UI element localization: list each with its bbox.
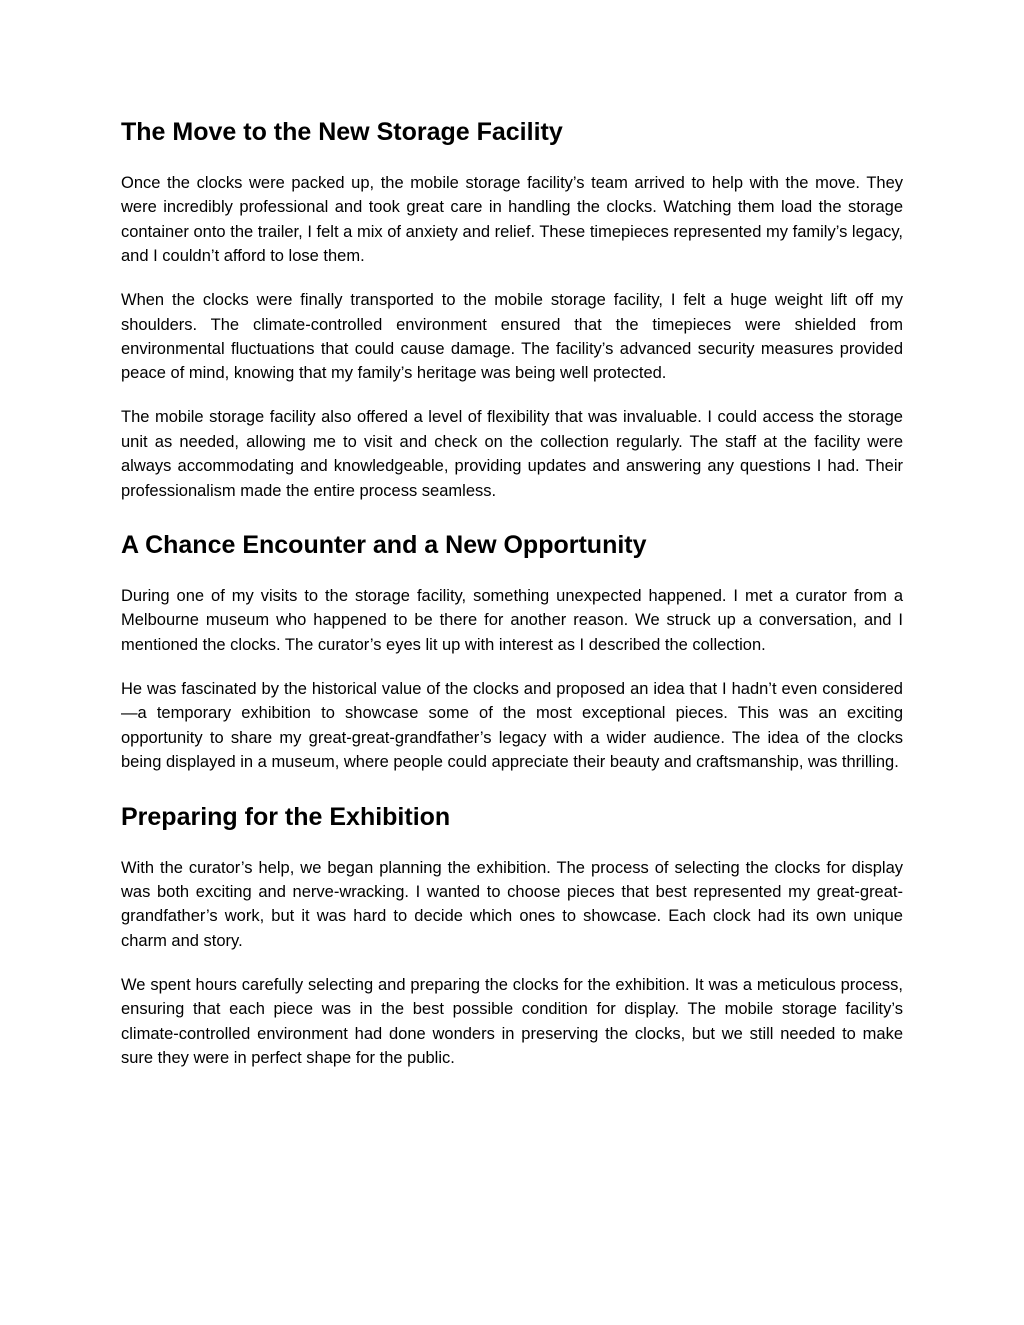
section-heading: The Move to the New Storage Facility <box>121 118 563 146</box>
section-heading: Preparing for the Exhibition <box>121 802 451 831</box>
paragraph: He was fascinated by the historical value of the clocks and proposed an idea that I hadn’t even considered—a temporary exhibition to showcase some of the most exceptional pieces. This was an exciting opportunity to share my great-great-grandfather’s legacy with a wider audience. The idea of the clocks being displayed in a museum, where people could appreciate their beauty and craftsmanship, was thrilling. <box>121 679 903 772</box>
paragraph: During one of my visits to the storage facility, something unexpected happened. I met a curator from a Melbourne museum who happened to be there for another reason. We struck up a conversation, and I mentioned the clocks. The curator’s eyes lit up with interest as I described the collection. <box>121 587 903 654</box>
paragraph: With the curator’s help, we began planning the exhibition. The process of selecting the clocks for display was both exciting and nerve-wracking. I wanted to choose pieces that best represented my great-great-grandfather’s work, but it was hard to decide which ones to showcase. Each clock had its own unique charm and story. <box>121 858 903 950</box>
paragraph: Once the clocks were packed up, the mobile storage facility’s team arrived to help with the move. They were incredibly professional and took great care in handling the clocks. Watching them load the storage container onto the trailer, I felt a mix of anxiety and relief. These timepieces represented my family’s legacy, and I couldn’t afford to lose them. <box>121 174 903 266</box>
paragraph: When the clocks were finally transported to the mobile storage facility, I felt a huge weight lift off my shoulders. The climate-controlled environment ensured that the timepieces were shielded from environmental fluctuations that could cause damage. The facility’s advanced security measures provided peace of mind, knowing that my family’s heritage was being well protected. <box>121 291 903 383</box>
section-heading: A Chance Encounter and a New Opportunity <box>121 531 647 560</box>
paragraph: We spent hours carefully selecting and preparing the clocks for the exhibition. It was a meticulous process, ensuring that each piece was in the best possible condition for display. The mobile storage facility’s climate-controlled environment had done wonders in preserving the clocks, but we still needed to make sure they were in perfect shape for the public. <box>121 975 903 1067</box>
paragraph: The mobile storage facility also offered a level of flexibility that was invaluable. I could access the storage unit as needed, allowing me to visit and check on the collection regularly. The staff at the facility were always accommodating and knowledgeable, providing updates and answering any questions I had. Their professionalism made the entire process seamless. <box>121 408 903 500</box>
section-chance-encounter <box>121 529 903 774</box>
section-move-to-storage <box>121 116 903 503</box>
document-page <box>121 116 903 1090</box>
section-preparing-exhibition <box>121 801 903 1071</box>
